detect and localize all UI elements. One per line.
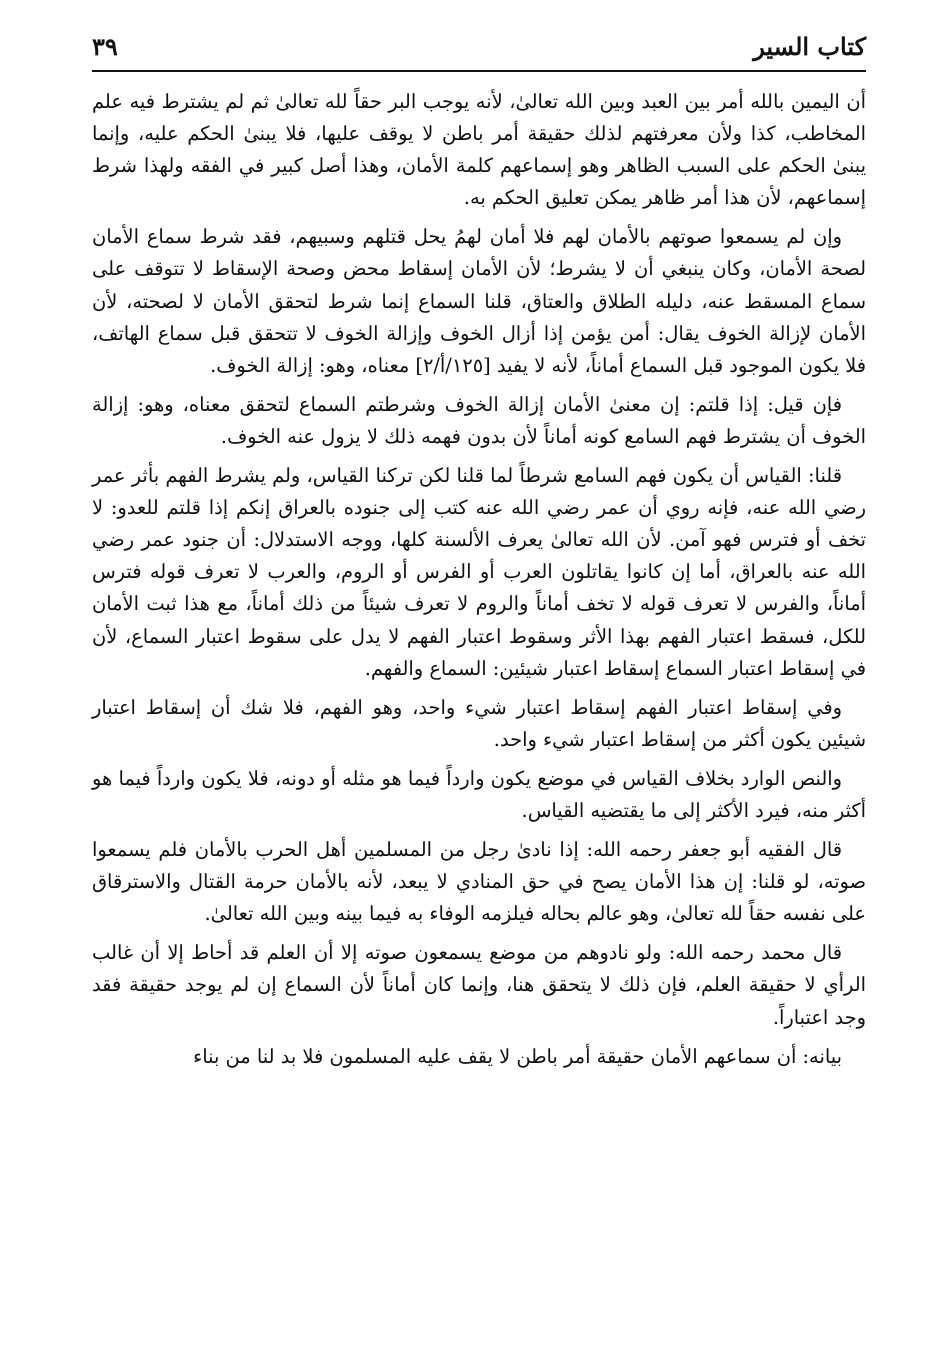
page-number: ٣٩ [92,32,118,61]
paragraph: أن اليمين بالله أمر بين العبد وبين الله تعالىٰ، لأنه يوجب البر حقاً لله تعالىٰ ثم لم يشترط فيه علم المخاطب، كذا ولأن معرفتهم لذلك حقيقة أمر باطن لا يوقف عليها، فلا يبنىٰ الحكم عليه، وإنما يبنىٰ الحكم على السبب الظاهر وهو إسماعهم كلمة الأمان، وهذا أصل كبير في الفقه ولهذا شرط إسماعهم، لأن هذا أمر ظاهر يمكن تعليق الحكم به. [92,90,866,210]
body-text [92,86,866,1073]
paragraph: وفي إسقاط اعتبار الفهم إسقاط اعتبار شيء واحد، وهو الفهم، فلا شك أن إسقاط اعتبار شيئين يكون أكثر من إسقاط اعتبار شيء واحد. [92,695,866,751]
paragraph: قال محمد رحمه الله: ولو نادوهم من موضع يسمعون صوته إلا أن العلم قد أحاط إلا أن غالب الرأي لا حقيقة العلم، فإن ذلك لا يتحقق هنا، وإنما كان أماناً لأن السماع إن لم يوجد حقيقة فقد وجد اعتباراً. [92,941,866,1029]
paragraph: قال الفقيه أبو جعفر رحمه الله: إذا نادىٰ رجل من المسلمين أهل الحرب بالأمان فلم يسمعوا صوته، لو قلنا: إن هذا الأمان يصح في حق المنادي لا يبعد، لأنه بالأمان حرمة القتال والاسترقاق على نفسه حقاً لله تعالىٰ، وهو عالم بحاله فيلزمه الوفاء به فيما بينه وبين الله تعالىٰ. [92,838,866,926]
paragraph: فإن قيل: إذا قلتم: إن معنىٰ الأمان إزالة الخوف وشرطتم السماع لتحقق معناه، وهو: إزالة الخوف أن يشترط فهم السامع كونه أماناً لأن بدون فهمه ذلك لا يزول عنه الخوف. [92,392,866,448]
paragraph: بيانه: أن سماعهم الأمان حقيقة أمر باطن لا يقف عليه المسلمون فلا بد لنا من بناء [193,1044,842,1068]
running-header [92,28,866,72]
paragraph: وإن لم يسمعوا صوتهم بالأمان لهم فلا أمان لهمُ يحل قتلهم وسبيهم، فقد شرط سماع الأمان لصحة الأمان، وكان ينبغي أن لا يشرط؛ لأن الأمان إسقاط محض وصحة الإسقاط لا تتوقف على سماع المسقط عنه، دليله الطلاق والعتاق، قلنا السماع إنما شرط لتحقق الأمان لا لصحته، لأن الأمان لإزالة الخوف يقال: أمن يؤمن إذا أزال الخوف وإزالة الخوف لا تتحقق قبل سماع الهاتف، فلا يكون الموجود قبل السماع أماناً، لأنه لا يفيد [١٢٥/أ/٢] معناه، وهو: إزالة الخوف. [92,225,866,377]
chapter-title: كتاب السير [753,32,866,61]
book-page [92,28,866,1348]
paragraph: قلنا: القياس أن يكون فهم السامع شرطاً لما قلنا لكن تركنا القياس، ولم يشرط الفهم بأثر عمر رضي الله عنه، فإنه روي أن عمر رضي الله عنه كتب إلى جنوده بالعراق إنكم إذا قلتم للعدو: لا تخف أو فترس فهو آمن. لأن الله تعالىٰ يعرف الألسنة كلها، ووجه الاستدلال: أن جنود عمر رضي الله عنه بالعراق، أما إن كانوا يقاتلون العرب أو الفرس أو الروم، والعرب لا تعرف قوله فترس أماناً، والفرس لا تعرف قوله لا تخف أماناً والروم لا تعرف شيئاً من ذلك أماناً، مع هذا ثبت الأمان للكل، فسقط اعتبار الفهم بهذا الأثر وسقوط اعتبار الفهم لا يدل على سقوط اعتبار السماع، لأن في إسقاط اعتبار السماع إسقاط اعتبار شيئين: السماع والفهم. [92,464,866,680]
paragraph: والنص الوارد بخلاف القياس في موضع يكون وارداً فيما هو مثله أو دونه، فلا يكون وارداً فيما هو أكثر منه، فيرد الأكثر إلى ما يقتضيه القياس. [92,766,866,822]
